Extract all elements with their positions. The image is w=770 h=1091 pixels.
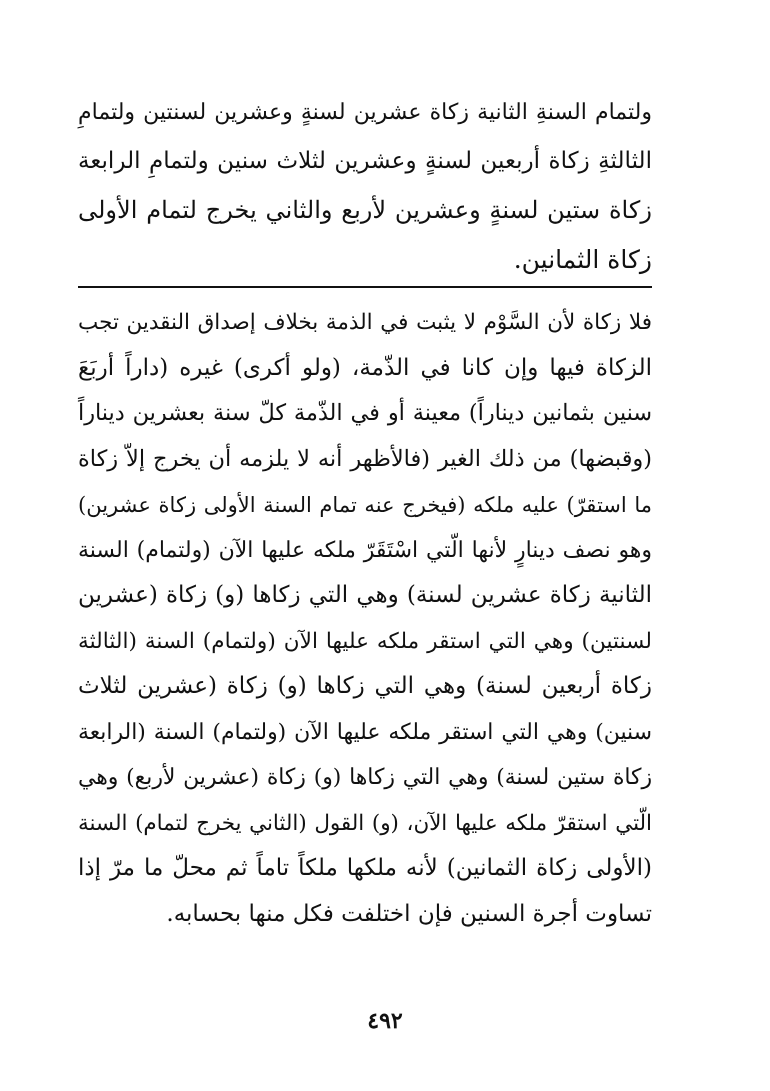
commentary-line: وهو نصف دينارٍ لأنها الّتي اسْتَقَرّ ملكه عليها الآن (ولتمام) السنة (78, 537, 652, 563)
commentary-line: لسنتين) وهي التي استقر ملكه عليها الآن (ولتمام) السنة (الثالثة (78, 628, 652, 654)
commentary-line: ما استقرّ) عليه ملكه (فيخرج عنه تمام السنة الأولى زكاة عشرين) (78, 492, 652, 517)
commentary-line: زكاة أربعين لسنة) وهي التي زكاها (و) زكاة (عشرين لثلاث (78, 673, 652, 699)
main-text-block (78, 88, 652, 284)
main-text-line: زكاة ستين لسنةٍ وعشرين لأربع والثاني يخرج لتمام الأولى (78, 196, 652, 224)
commentary-line: الزكاة فيها وإن كانا في الذّمة، (ولو أكرى) غيره (داراً أربَعَ (78, 354, 652, 381)
page-number: ٤٩٢ (367, 1008, 403, 1034)
commentary-line: (وقبضها) من ذلك الغير (فالأظهر أنه لا يلزمه أن يخرج إلاّ زكاة (78, 445, 652, 472)
main-text-line: زكاة الثمانين. (513, 245, 652, 274)
commentary-line: الّتي استقرّ ملكه عليها الآن، (و) القول (الثاني يخرج لتمام) السنة (78, 810, 652, 836)
commentary-block (78, 300, 652, 937)
commentary-line: الثانية زكاة عشرين لسنة) وهي التي زكاها (و) زكاة (عشرين (78, 582, 652, 608)
section-divider (78, 286, 652, 288)
commentary-line: (الأولى زكاة الثمانين) لأنه ملكها ملكاً تاماً ثم محلّ ما مرّ إذا (78, 855, 652, 881)
commentary-line: زكاة ستين لسنة) وهي التي زكاها (و) زكاة (عشرين لأربع) وهي (78, 765, 652, 790)
commentary-line: فلا زكاة لأن السَّوْم لا يثبت في الذمة بخلاف إصداق النقدين تجب (78, 310, 652, 335)
commentary-line: سنين) وهي التي استقر ملكه عليها الآن (ولتمام) السنة (الرابعة (78, 719, 652, 745)
main-text-line: ولتمام السنةِ الثانية زكاة عشرين لسنةٍ وعشرين لسنتين ولتمامِ (78, 100, 652, 125)
main-text-line: الثالثةِ زكاة أربعين لسنةٍ وعشرين لثلاث سنين ولتمامِ الرابعة (78, 148, 652, 174)
commentary-line: تساوت أجرة السنين فإن اختلفت فكل منها بحسابه. (166, 900, 652, 927)
commentary-line: سنين بثمانين ديناراً) معينة أو في الذّمة كلّ سنة بعشرين ديناراً (78, 400, 652, 426)
